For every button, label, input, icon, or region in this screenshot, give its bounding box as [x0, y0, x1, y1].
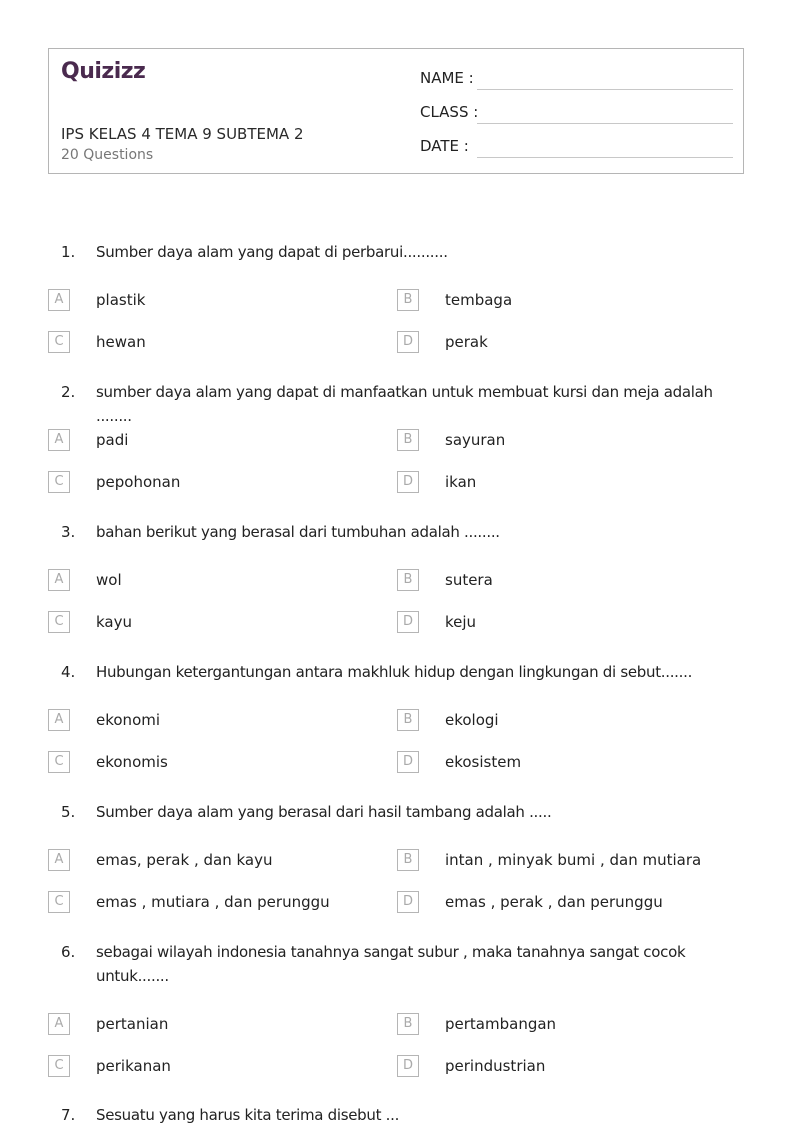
option-text: keju — [445, 613, 477, 631]
option-letter-d[interactable]: D — [397, 1055, 419, 1077]
option-letter-d[interactable]: D — [397, 471, 419, 493]
option-text: emas , perak , dan perunggu — [445, 893, 663, 911]
worksheet-title: IPS KELAS 4 TEMA 9 SUBTEMA 2 — [61, 125, 304, 143]
question-number: 5. — [61, 803, 76, 821]
option-text: ekonomis — [96, 753, 168, 771]
option-text: ekonomi — [96, 711, 161, 729]
option-text: ekologi — [445, 711, 499, 729]
option-letter-b[interactable]: B — [397, 1013, 419, 1035]
option-letter-d[interactable]: D — [397, 611, 419, 633]
question-number: 7. — [61, 1106, 76, 1124]
option-letter-a[interactable]: A — [48, 429, 70, 451]
option-text: emas, perak , dan kayu — [96, 851, 273, 869]
option-letter-b[interactable]: B — [397, 709, 419, 731]
question-text: Sumber daya alam yang berasal dari hasil tambang adalah ..... — [96, 803, 552, 821]
question-count: 20 Questions — [61, 147, 154, 163]
option-letter-d[interactable]: D — [397, 751, 419, 773]
option-letter-b[interactable]: B — [397, 849, 419, 871]
option-text: pertambangan — [445, 1015, 557, 1033]
question-text: sumber daya alam yang dapat di manfaatkan untuk membuat kursi dan meja adalah ........ — [96, 383, 713, 425]
option-text: padi — [96, 431, 129, 449]
date-label: DATE : — [420, 137, 469, 155]
question-text: Sesuatu yang harus kita terima disebut ... — [96, 1106, 400, 1124]
class-label: CLASS : — [420, 103, 479, 121]
option-text: plastik — [96, 291, 146, 309]
option-text: emas , mutiara , dan perunggu — [96, 893, 330, 911]
option-letter-b[interactable]: B — [397, 569, 419, 591]
option-letter-c[interactable]: C — [48, 891, 70, 913]
option-letter-a[interactable]: A — [48, 709, 70, 731]
option-letter-d[interactable]: D — [397, 891, 419, 913]
question-text: sebagai wilayah indonesia tanahnya sangat subur , maka tanahnya sangat cocok untuk....... — [96, 943, 686, 985]
option-letter-c[interactable]: C — [48, 471, 70, 493]
question-text: Sumber daya alam yang dapat di perbarui.......... — [96, 243, 448, 261]
question-number: 3. — [61, 523, 76, 541]
option-letter-a[interactable]: A — [48, 569, 70, 591]
option-letter-a[interactable]: A — [48, 289, 70, 311]
quizizz-logo: Quizizz — [61, 59, 146, 84]
question-text: bahan berikut yang berasal dari tumbuhan adalah ........ — [96, 523, 500, 541]
option-letter-b[interactable]: B — [397, 429, 419, 451]
option-text: pertanian — [96, 1015, 169, 1033]
option-text: tembaga — [445, 291, 513, 309]
question-number: 4. — [61, 663, 76, 681]
worksheet-header — [48, 48, 744, 174]
option-letter-a[interactable]: A — [48, 849, 70, 871]
option-letter-c[interactable]: C — [48, 611, 70, 633]
option-letter-c[interactable]: C — [48, 1055, 70, 1077]
option-text: sutera — [445, 571, 493, 589]
option-text: perikanan — [96, 1057, 171, 1075]
date-field[interactable] — [477, 157, 733, 158]
class-field[interactable] — [477, 123, 733, 124]
option-text: perindustrian — [445, 1057, 546, 1075]
question-number: 1. — [61, 243, 76, 261]
question-number: 2. — [61, 383, 76, 401]
option-text: intan , minyak bumi , dan mutiara — [445, 851, 702, 869]
question-text: Hubungan ketergantungan antara makhluk hidup dengan lingkungan di sebut....... — [96, 663, 693, 681]
option-text: perak — [445, 333, 488, 351]
option-letter-c[interactable]: C — [48, 751, 70, 773]
option-letter-a[interactable]: A — [48, 1013, 70, 1035]
option-text: hewan — [96, 333, 146, 351]
option-text: kayu — [96, 613, 132, 631]
name-field[interactable] — [477, 89, 733, 90]
option-letter-b[interactable]: B — [397, 289, 419, 311]
option-text: wol — [96, 571, 122, 589]
option-text: pepohonan — [96, 473, 181, 491]
question-number: 6. — [61, 943, 76, 961]
option-text: ikan — [445, 473, 477, 491]
option-text: sayuran — [445, 431, 506, 449]
option-letter-c[interactable]: C — [48, 331, 70, 353]
name-label: NAME : — [420, 69, 474, 87]
option-letter-d[interactable]: D — [397, 331, 419, 353]
option-text: ekosistem — [445, 753, 522, 771]
